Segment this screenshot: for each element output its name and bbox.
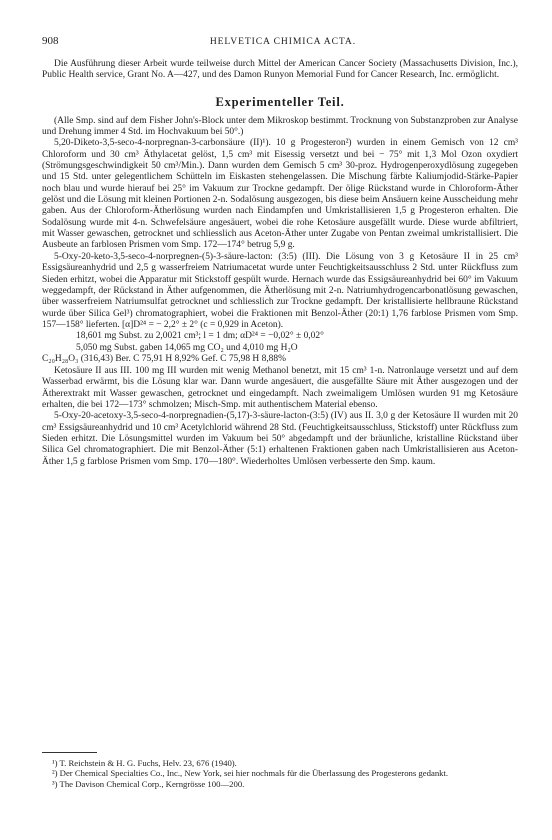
analysis-formula: C₂₀H₂₈O₃ (316,43) Ber. C 75,91 H 8,92% Gef. C 75,98 H 8,88% [42,354,286,365]
footnote-1: ¹) T. Reichstein & H. G. Fuchs, Helv. 23, 676 (1940). [52,758,237,768]
footnote-3: ³) The Davison Chemical Corp., Kerngrösse 100—200. [52,778,245,789]
footnotes [42,752,518,789]
acknowledgement-paragraph: Die Ausführung dieser Arbeit wurde teilweise durch Mittel der American Cancer Society (Massachusetts Division, Inc.), Public Health service, Grant No. A—427, und des Damon Runyon Memorial Fund for Cancer Research, Inc. ermöglicht. [42,59,518,81]
procedure-acetoxy: 5-Oxy-20-acetoxy-3,5-seco-4-norpregnadien-(5,17)-3-säure-lacton-(3:5) (IV) aus II. 3,0 g der Ketosäure II wurden mit 20 cm³ Essigsäureanhydrid und 10 cm³ Acetylchlorid während 28 Std. (Feuchtigkeitsausschluss, Stickstoff) unter Rückfluss zum Sieden erhitzt. Die Lösungsmittel wurden im Vakuum bei 50° abgedampft und der bräunliche, kristalline Rückstand über Silica Gel chromatographiert. Die mit Benzol-Äther (5:1) erhaltenen Fraktionen gaben nach Umkristallisieren aus Aceton-Äther 1,5 g farblose Prismen vom Smp. 170—180°. Wiederholtes Umlösen verbesserte den Smp. kaum. [42,411,518,467]
procedure-hydrolysis: Ketosäure II aus III. 100 mg III wurden mit wenig Methanol benetzt, mit 15 cm³ 1-n. Natronlauge versetzt und auf dem Wasserbad erwärmt, bis die Lösung klar war. Dann wurde angesäuert, die ausgefällte Säure mit Äther ausgezogen und der Ätherextrakt mit Wasser gewaschen, getrocknet und eingedampft. Nach zweimaligem Umlösen wurden 91 mg Ketosäure erhalten, die bei 172—173° schmolzen; Misch-Smp. mit authentischem Material ebenso. [42,366,518,411]
procedure-ketoacid: 5,20-Diketo-3,5-seco-4-norpregnan-3-carbonsäure (II)¹). 10 g Progesteron²) wurden in einem Gemisch von 12 cm³ Chloroform und 30 cm³ Äthylacetat gelöst, 1,5 cm³ mit Eisessig versetzt und bei − 75° mit 1,3 Mol Ozon oxydiert (Strömungsgeschwindigkeit 50 cm³/Min.). Dann wurden dem Gemisch 5 cm³ 30-proz. Hydrogenperoxydlösung zugegeben und 15 Std. unter gelegentlichem Schütteln im Eiskasten stehengelassen. Die Mischung färbte Kaliumjodid-Stärke-Papier noch blau und wurde hierauf bei 25° im Vakuum zur Trockne gedampft. Der ölige Rückstand wurde in Chloroform-Äther gelöst und die Lösung mit kleinen Portionen 2-n. Sodalösung ausgezogen, bis diese beim Ansäuern keine Ausscheidung mehr gaben. Aus der Chloroform-Ätherlösung wurden nach Eindampfen und Umkristallisieren 1,5 g Progesteron erhalten. Die Sodalösung wurde mit 4-n. Schwefelsäure angesäuert, wobei die rohe Ketosäure ausgefällt wurde. Diese wurde abfiltriert, mit Wasser gewaschen, getrocknet und schliesslich aus Aceton-Äther unter Zugabe von Pentan zweimal umkristallisiert. Die Ausbeute an farblosen Prismen vom Smp. 172—174° betrug 5,9 g. [42,138,518,251]
section-title: Experimenteller Teil. [215,94,345,109]
procedure-lactone: 5-Oxy-20-keto-3,5-seco-4-norpregnen-(5)-3-säure-lacton: (3:5) (III). Die Lösung von 3 g Ketosäure II in 25 cm³ Essigsäureanhydrid und 2,5 g wasserfreiem Natriumacetat wurde unter Feuchtigkeitsausschluss 2 Std. unter Rückfluss zum Sieden erhitzt, wobei die Apparatur mit Stickstoff gespült wurde. Hernach wurde das Essigsäureanhydrid bei 60° im Vakuum weggedampft, der Rückstand in Äther aufgenommen, die Ätherlösung mit 2-n. Natriumhydrogencarbonatlösung gewaschen, über wasserfreiem Natriumsulfat getrocknet und schliesslich zur Trockne gedampft. Der kristallisierte hellbraune Rückstand wurde über Silica Gel³) chromatographiert, wobei die Fraktionen mit Benzol-Äther (20:1) 1,76 farblose Prismen vom Smp. 157—158° lieferten. [α]D²⁴ = − 2,2° ± 2° (c = 0,929 in Aceton). [42,251,518,330]
journal-title: HELVETICA CHIMICA ACTA. [209,36,356,47]
general-note: (Alle Smp. sind auf dem Fisher John's-Block unter dem Mikroskop bestimmt. Trocknung von Substanzproben zur Analyse und Drehung immer 4 Std. im Hochvakuum bei 50°.) [42,115,518,138]
page-number: 908 [42,35,59,47]
analysis-rotation: 18,601 mg Subst. zu 2,0021 cm³; l = 1 dm; αD²⁴ = −0,02° ± 0,02° [76,331,324,342]
footnote-2: ²) Der Chemical Specialties Co., Inc., New York, sei hier nochmals für die Überlassung des Progesterons gedankt. [52,768,449,779]
page-header [42,35,518,50]
footnote-divider [42,752,97,753]
analysis-combustion: 5,050 mg Subst. gaben 14,065 mg CO₂ und 4,010 mg H₂O [76,342,298,353]
analysis-block [42,331,518,366]
